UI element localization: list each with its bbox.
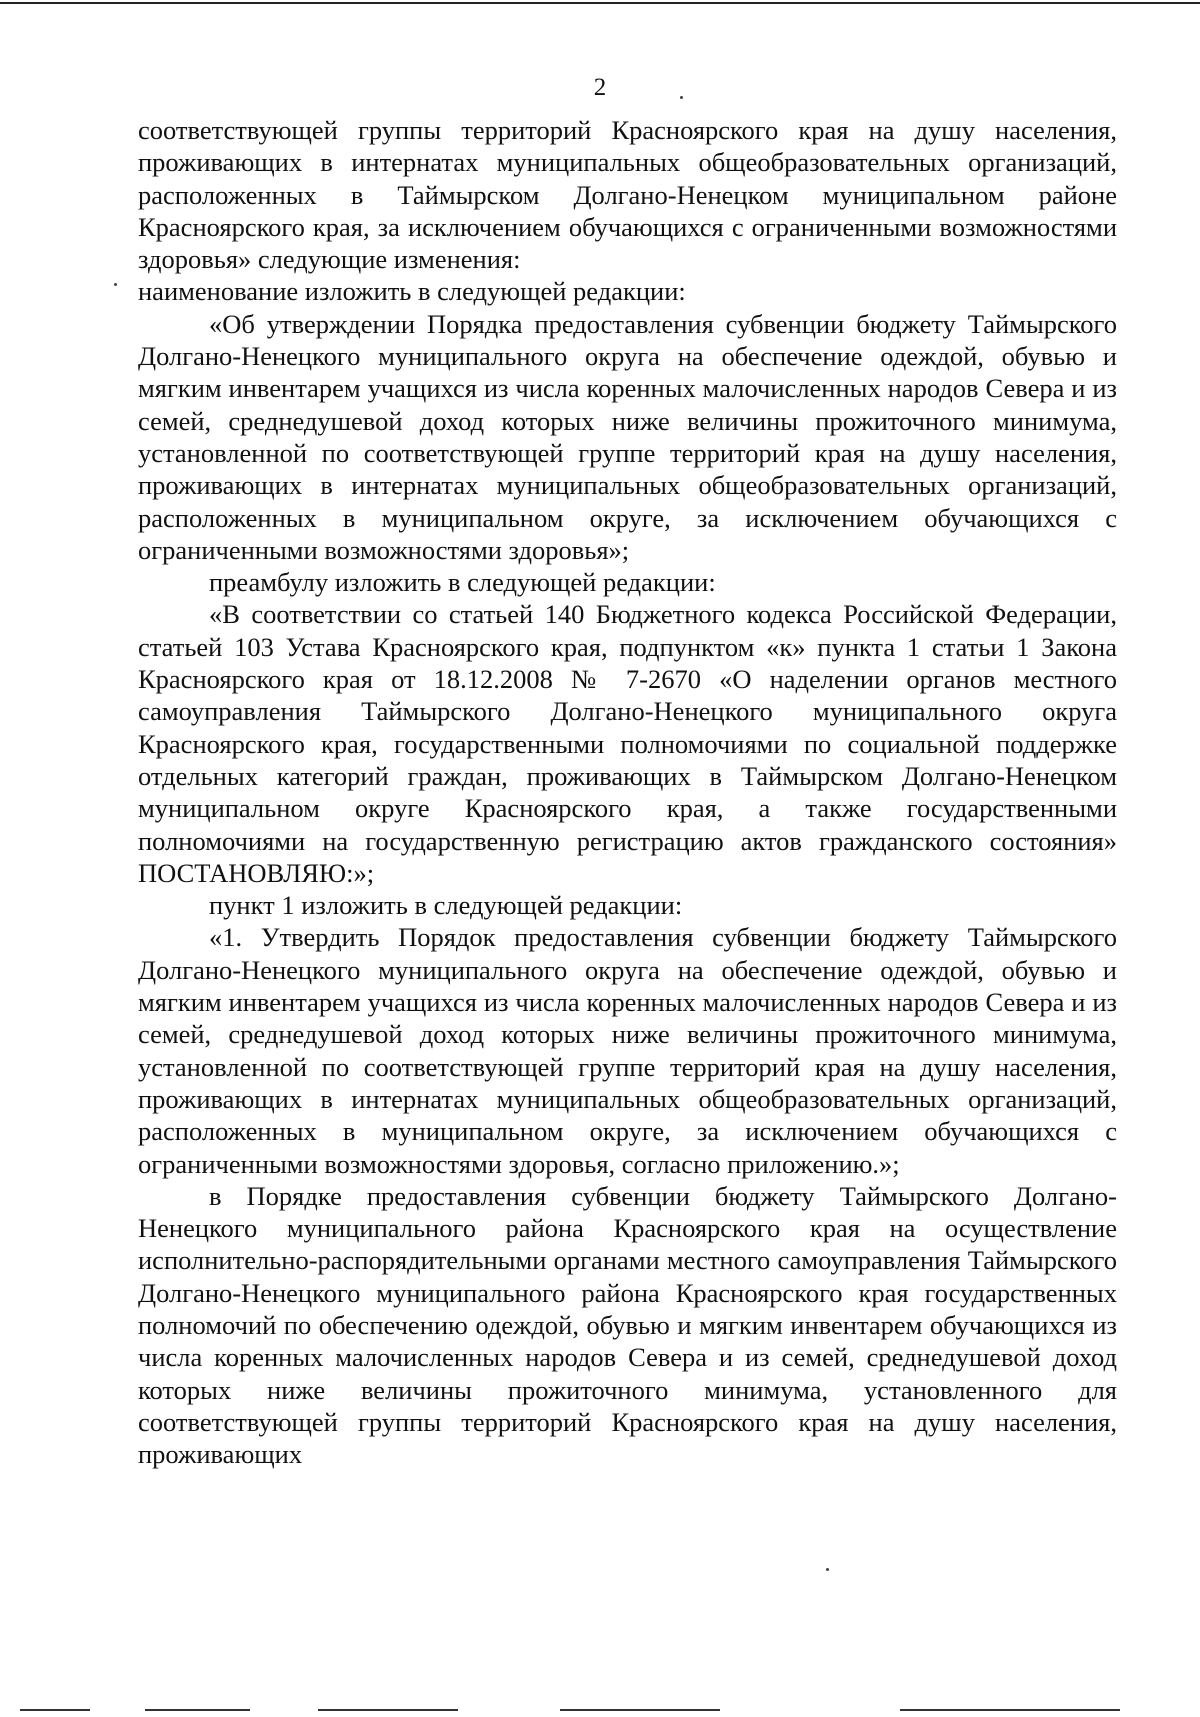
page-number: 2 <box>593 74 607 101</box>
scan-speck <box>114 283 117 286</box>
paragraph-1: соответствующей группы территорий Красноярского края на душу населения, проживающих в интернатах муниципальных общеобразовательных организаций, расположенных в Таймырском Долгано-Ненецком муниципальном районе Красноярского края, за исключением обучающихся с ограниченными возможностями здоровья» следующие изменения: <box>138 115 1117 275</box>
document-body <box>138 114 1117 1470</box>
paragraph-3: «Об утверждении Порядка предоставления субвенции бюджету Таймырского Долгано-Ненецкого муниципального округа на обеспечение одеждой, обувью и мягким инвентарем учащихся из числа коренных малочисленных народов Севера и из семей, среднедушевой доход которых ниже величины прожиточного минимума, установленной по соответствующей группе территорий края на душу населения, проживающих в интернатах муниципальных общеобразовательных организаций, расположенных в муниципальном округе, за исключением обучающихся с ограниченными возможностями здоровья»; <box>138 308 1117 565</box>
paragraph-6: пункт 1 изложить в следующей редакции: <box>209 890 683 921</box>
bottom-edge-marks <box>0 1707 1200 1713</box>
paragraph-2: наименование изложить в следующей редакции: <box>138 276 686 307</box>
paragraph-8: в Порядке предоставления субвенции бюджету Таймырского Долгано-Ненецкого муниципального района Красноярского края на осуществление исполнительно-распорядительными органами местного самоуправления Таймырского Долгано-Ненецкого муниципального района Красноярского края государственных полномочий по обеспечению одеждой, обувью и мягким инвентарем обучающихся из числа коренных малочисленных народов Севера и из семей, среднедушевой доход которых ниже величины прожиточного минимума, установленного для соответствующей группы территорий Красноярского края на душу населения, проживающих <box>138 1180 1117 1470</box>
scan-speck <box>680 96 683 99</box>
paragraph-4: преамбулу изложить в следующей редакции: <box>209 567 716 598</box>
paragraph-7: «1. Утвердить Порядок предоставления субвенции бюджету Таймырского Долгано-Ненецкого муниципального округа на обеспечение одеждой, обувью и мягким инвентарем учащихся из числа коренных малочисленных народов Севера и из семей, среднедушевой доход которых ниже величины прожиточного минимума, установленной по соответствующей группе территорий края на душу населения, проживающих в интернатах муниципальных общеобразовательных организаций, расположенных в муниципальном округе, за исключением обучающихся с ограниченными возможностями здоровья, согласно приложению.»; <box>138 922 1117 1179</box>
top-edge-line <box>0 2 1200 4</box>
paragraph-5: «В соответствии со статьей 140 Бюджетного кодекса Российской Федерации, статьей 103 Устава Красноярского края, подпунктом «к» пункта 1 статьи 1 Закона Красноярского края от 18.12.2008 № 7-2670 «О наделении органов местного самоуправления Таймырского Долгано-Ненецкого муниципального округа Красноярского края, государственными полномочиями по социальной поддержке отдельных категорий граждан, проживающих в Таймырском Долгано-Ненецком муниципальном округе Красноярского края, а также государственными полномочиями на государственную регистрацию актов гражданского состояния» ПОСТАНОВЛЯЮ:»; <box>138 599 1117 888</box>
scan-speck <box>826 1568 829 1571</box>
